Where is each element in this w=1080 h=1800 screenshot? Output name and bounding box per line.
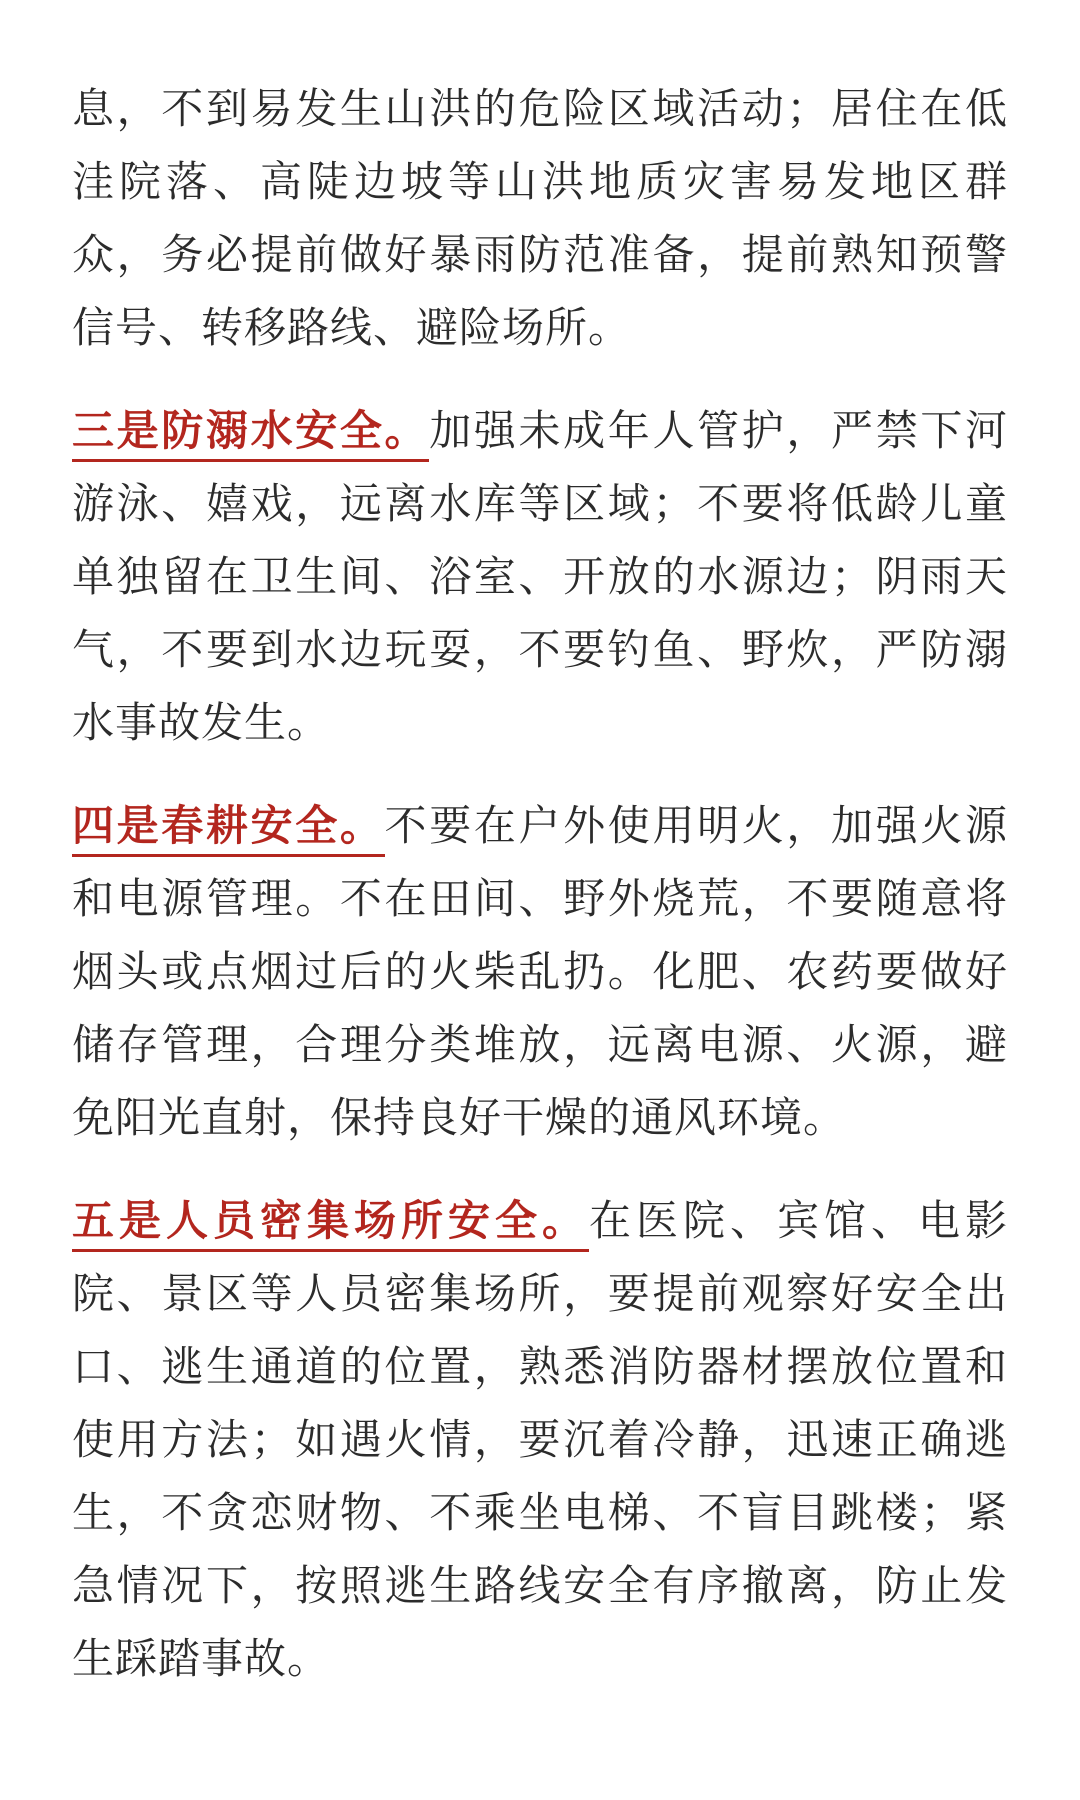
section-heading-spring-farming: 四是春耕安全。	[72, 801, 385, 857]
section-heading-crowded-places: 五是人员密集场所安全。	[72, 1196, 589, 1252]
paragraph-mountain-flood	[72, 72, 1008, 364]
paragraph-body: 息，不到易发生山洪的危险区域活动；居住在低洼院落、高陡边坡等山洪地质灾害易发地区群众，务必提前做好暴雨防范准备，提前熟知预警信号、转移路线、避险场所。	[72, 84, 1008, 352]
paragraph-crowded-places-safety	[72, 1184, 1008, 1695]
paragraph-spring-farming-safety	[72, 789, 1008, 1154]
paragraph-body: 加强未成年人管护，严禁下河游泳、嬉戏，远离水库等区域；不要将低龄儿童单独留在卫生间、浴室、开放的水源边；阴雨天气，不要到水边玩耍，不要钓鱼、野炊，严防溺水事故发生。	[72, 406, 1008, 747]
section-heading-drowning: 三是防溺水安全。	[72, 406, 429, 462]
paragraph-drowning-safety	[72, 394, 1008, 759]
paragraph-body: 不要在户外使用明火，加强火源和电源管理。不在田间、野外烧荒，不要随意将烟头或点烟过后的火柴乱扔。化肥、农药要做好储存管理，合理分类堆放，远离电源、火源，避免阳光直射，保持良好干燥的通风环境。	[72, 801, 1008, 1142]
paragraph-body: 在医院、宾馆、电影院、景区等人员密集场所，要提前观察好安全出口、逃生通道的位置，熟悉消防器材摆放位置和使用方法；如遇火情，要沉着冷静，迅速正确逃生，不贪恋财物、不乘坐电梯、不盲目跳楼；紧急情况下，按照逃生路线安全有序撤离，防止发生踩踏事故。	[72, 1196, 1008, 1683]
article-body	[72, 72, 1008, 1725]
